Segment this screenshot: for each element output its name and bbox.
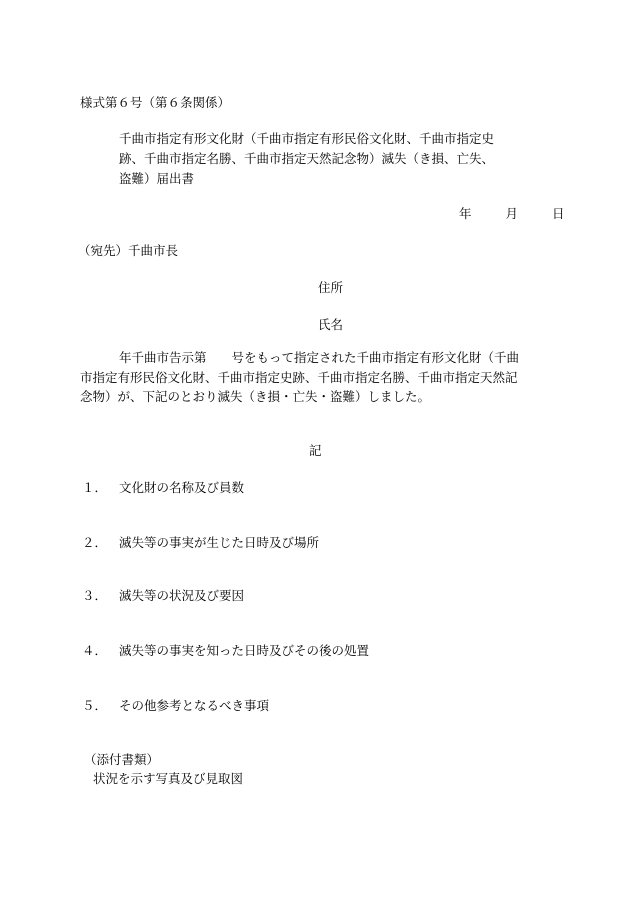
- ki-heading: 記: [309, 443, 322, 458]
- item-text: その他参考となるべき事項: [119, 698, 270, 713]
- date-day: 日: [552, 206, 565, 221]
- attachments-heading: （添付書類）: [84, 752, 160, 767]
- item-number: ４．: [82, 643, 108, 658]
- addressee: （宛先）千曲市長: [78, 243, 179, 258]
- date-year: 年: [459, 206, 472, 221]
- address-label: 住所: [318, 280, 344, 295]
- item-number: １．: [82, 480, 108, 495]
- item-text: 滅失等の事実が生じた日時及び場所: [119, 535, 320, 550]
- date-row: [459, 208, 565, 221]
- form-number: 様式第６号（第６条関係）: [80, 95, 231, 110]
- item-text: 滅失等の事実を知った日時及びその後の処置: [119, 643, 370, 658]
- attachments-item: 状況を示す写真及び見取図: [93, 771, 244, 786]
- body-line-2: 市指定有形民俗文化財、千曲市指定史跡、千曲市指定名勝、千曲市指定天然記: [80, 370, 518, 385]
- body-line-3: 念物）が、下記のとおり滅失（き損・亡失・盗難）しました。: [80, 389, 431, 404]
- title-line-3: 盗難）届出書: [119, 171, 195, 186]
- date-month: 月: [505, 206, 519, 221]
- item-number: ３．: [82, 588, 108, 603]
- item-number: ５．: [82, 698, 108, 713]
- item-text: 文化財の名称及び員数: [119, 480, 245, 495]
- title-line-2: 跡、千曲市指定名勝、千曲市指定天然記念物）滅失（き損、亡失、: [119, 151, 495, 166]
- item-text: 滅失等の状況及び要因: [119, 588, 245, 603]
- title-line-1: 千曲市指定有形文化財（千曲市指定有形民俗文化財、千曲市指定史: [119, 131, 495, 146]
- item-number: ２．: [82, 535, 108, 550]
- name-label: 氏名: [318, 317, 344, 332]
- body-line-1: 年千曲市告示第 号をもって指定された千曲市指定有形文化財（千曲: [119, 350, 520, 365]
